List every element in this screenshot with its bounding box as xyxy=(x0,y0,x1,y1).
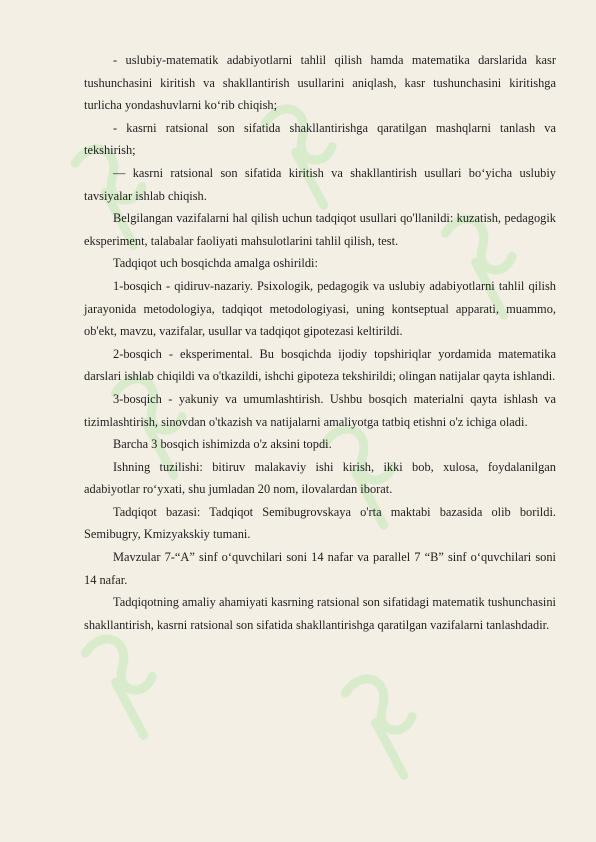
paragraph-stage-2: 2-bosqich - eksperimental. Bu bosqichda ijodiy topshiriqlar yordamida matematika darslari ishlab chiqildi va o'tkazildi, ishchi gipoteza tekshirildi; olingan natijalar qayta ishlandi. xyxy=(84,346,556,384)
paragraph-work-structure: Ishning tuzilishi: bitiruv malakaviy ishi kirish, ikki bob, xulosa, foydalanilgan adabiyotlar roʻyxati, shu jumladan 20 nom, ilovalardan iborat. xyxy=(84,459,556,497)
paragraph-subjects: Mavzular 7-“A” sinf oʻquvchilari soni 14 nafar va parallel 7 “B” sinf oʻquvchilari soni 14 nafar. xyxy=(84,550,556,587)
paragraph-task-recommendations: — kasrni ratsional son sifatida kiritish va shakllantirish usullari boʻyicha uslubiy tavsiyalar ishlab chiqish. xyxy=(84,165,556,203)
paragraph-stage-3: 3-bosqich - yakuniy va umumlashtirish. Ushbu bosqich materialni qayta ishlash va tizimlashtirish, sinovdan o'tkazish va natijalarni amaliyotga tatbiq etishni o'z ichiga oladi. xyxy=(84,391,556,429)
paragraph-task-exercise-selection: - kasrni ratsional son sifatida shakllantirishga qaratilgan mashqlarni tanlash va tekshirish; xyxy=(84,120,556,158)
document-page xyxy=(84,49,556,636)
paragraph-stages-summary: Barcha 3 bosqich ishimizda o'z aksini topdi. xyxy=(113,437,332,452)
paragraph-stage-1: 1-bosqich - qidiruv-nazariy. Psixologik, pedagogik va uslubiy adabiyotlarni tahlil qilish jarayonida metodologiya, tadqiqot metodologiyasi, uning kontseptual apparati, muammo, ob'ekt, mavzu, vazifalar, usullar va tadqiqot gipotezasi keltirildi. xyxy=(84,278,556,339)
paragraph-research-methods: Belgilangan vazifalarni hal qilish uchun tadqiqot usullari qo'llanildi: kuzatish, pedagogik eksperiment, talabalar faoliyati mahsulotlarini tahlil qilish, test. xyxy=(84,211,556,248)
watermark-glyph xyxy=(343,667,434,782)
watermark-glyph xyxy=(83,627,174,742)
paragraph-stages-intro: Tadqiqot uch bosqichda amalga oshirildi: xyxy=(113,256,318,271)
paragraph-research-base: Tadqiqot bazasi: Tadqiqot Semibugrovskaya o'rta maktabi bazasida olib borildi. Semibugry, Kmizyakskiy tumani. xyxy=(84,504,556,542)
paragraph-practical-significance: Tadqiqotning amaliy ahamiyati kasrning ratsional son sifatidagi matematik tushunchasini shakllantirish, kasrni ratsional son sifatida shakllantirishga qaratilgan vazifalarni tanlashdadir. xyxy=(84,595,556,632)
paragraph-task-literature-analysis: - uslubiy-matematik adabiyotlarni tahlil qilish hamda matematika darslarida kasr tushunchasini kiritish va shakllantirish usullarini aniqlash, kasr tushunchasini kiritishga turlicha yondashuvlarni koʻrib chiqish; xyxy=(84,53,556,113)
